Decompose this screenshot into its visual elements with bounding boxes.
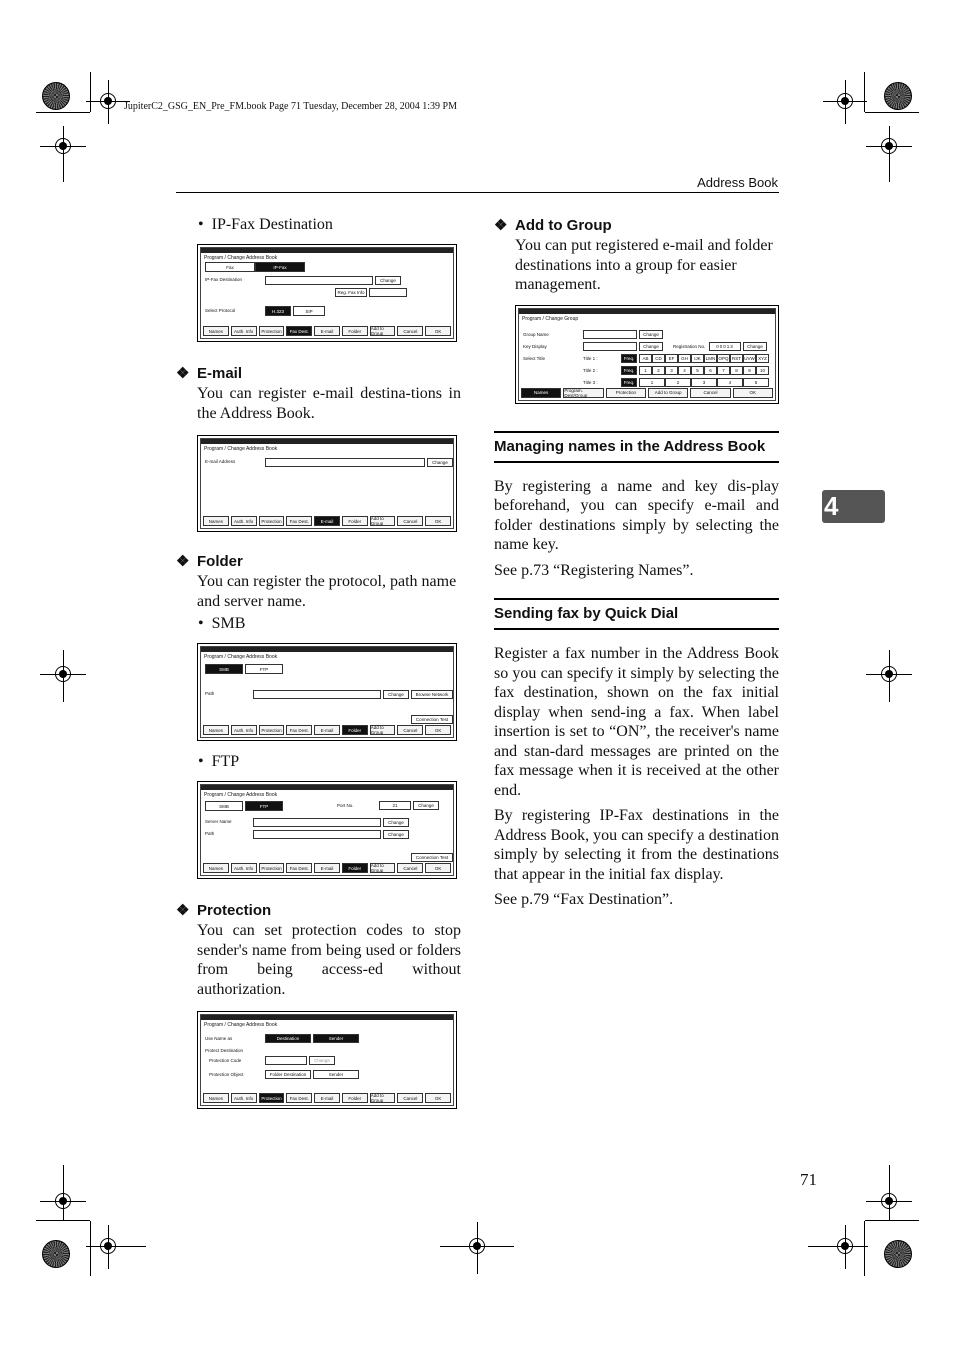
sec1-text: By registering a name and key dis-play beforehand, you can specify e-mail and folder destinations simply by selecting the name key. (494, 477, 779, 553)
left-column (176, 216, 461, 1109)
running-head: Address Book (697, 175, 778, 190)
sec2-text-1: Register a fax number in the Address Book so you can specify it simply by selecting the fax destination, shown on the fax initial display when send-ing a fax. When label insertion is set to “ON”, the receiver's name and stan-dard messages are printed on the fax message when it is received at the other end. (494, 645, 779, 799)
title-key: AB (639, 354, 652, 363)
screen-smb: Program / Change Address Book SMB FTP Path Change Browse Network Connection Test Names Auth. Info Protection Fax Dest. E-mail Folder Add to Group Cancel OK (197, 643, 457, 741)
group-text: You can put registered e-mail and folder destinations into a group for easier management. (515, 237, 773, 293)
folder-text: You can register the protocol, path name and server name. (197, 573, 457, 610)
screen-group: Program / Change Group Group Name Change Key Display Change Registration No. 00013 Change Select Title Title 1 : Freq. AB CD EF GH IJK LMN OPQ RST UVW XYZ Title 2 : Freq. 1 2 3 4 5 6 7 8 9 10 Title 3 : Freq. 1 2 3 4 5 Names Program. Dest/Group Protection Add to Group Cancel OK (515, 305, 779, 404)
heading-folder: ❖ Folder (176, 552, 243, 570)
title-key: CD (652, 354, 665, 363)
title-key: 10 (756, 366, 769, 375)
title-key: 2 (652, 366, 665, 375)
file-meta: JupiterC2_GSG_EN_Pre_FM.book Page 71 Tuesday, December 28, 2004 1:39 PM (124, 101, 457, 112)
title-key: 5 (743, 378, 769, 387)
diamond-icon: ❖ (494, 217, 508, 234)
sec2-text-2: By registering IP-Fax destinations in the Address Book, you can specify a destination simply by selecting it from the destinations that appear in the initial fax display. (494, 807, 779, 883)
title-key: 8 (730, 366, 743, 375)
bullet-ipfax: • IP-Fax Destination (198, 216, 333, 233)
screen-email: Program / Change Address Book E-mail Address Change Names Auth. Info Protection Fax Dest. E-mail Folder Add to Group Cancel OK (197, 435, 457, 532)
title-key: GH (678, 354, 691, 363)
diamond-icon: ❖ (176, 902, 190, 919)
screen-ftp: Program / Change Address Book SMB FTP Port No. 21 Change Server Name Change Path Change Connection Test Names Auth. Info Protection Fax Dest. E-mail Folder Add to Group Cancel OK (197, 781, 457, 879)
registration-sun-icon (42, 82, 70, 110)
heading-email: ❖ E-mail (176, 364, 243, 382)
screen-protection: Program / Change Address Book Use Name as Destination Sender Protect Destination Protection Code Change Protection Object Folder Destination Sender Names Auth. Info Protection Fax Dest. E-mail Folder Add to Group Cancel OK (197, 1011, 457, 1109)
title-key: OPQ (718, 355, 729, 361)
title-key: IJK (691, 354, 704, 363)
section-title-managing-names: Managing names in the Address Book (494, 431, 779, 463)
right-column (494, 216, 779, 916)
bullet-ftp: • FTP (198, 753, 240, 770)
title-key: XYZ (756, 354, 769, 363)
title-key: LMN (705, 355, 716, 361)
title-key: 3 (665, 366, 678, 375)
title-key: 3 (691, 378, 717, 387)
title-key: 5 (691, 366, 704, 375)
title-key: 1 (639, 378, 665, 387)
heading-add-to-group: ❖ Add to Group (494, 216, 612, 234)
diamond-icon: ❖ (176, 553, 190, 570)
page-number: 71 (800, 1170, 817, 1189)
registration-sun-icon (42, 1240, 70, 1268)
sec2-reference: See p.79 “Fax Destination”. (494, 891, 674, 908)
title-key: 7 (717, 366, 730, 375)
email-text: You can register e-mail destina-tions in the Address Book. (197, 385, 461, 422)
title-key: 2 (665, 378, 691, 387)
screen-footer-tabs: Names Auth. Info Protection Fax Dest. E-mail Folder Add to Group Cancel OK (203, 326, 451, 336)
protection-text: You can set protection codes to stop sender's name from being used or folders from being access-ed without authorization. (197, 922, 461, 998)
registration-sun-icon (884, 82, 912, 110)
header-rule (176, 192, 779, 193)
bullet-smb: • SMB (198, 615, 246, 632)
title-key: 1 (639, 366, 652, 375)
title-key: 9 (743, 366, 756, 375)
section-title-quick-dial: Sending fax by Quick Dial (494, 598, 779, 630)
title-key: 4 (678, 366, 691, 375)
title-key: UVW (744, 355, 755, 361)
title-key: 4 (717, 378, 743, 387)
title-key: 6 (704, 366, 717, 375)
registration-sun-icon (884, 1240, 912, 1268)
title-key: RST (732, 355, 741, 361)
title-key: EF (665, 354, 678, 363)
screen-ipfax: Program / Change Address Book Fax IP-Fax IP-Fax Destination Change Reg. Fax Info Select Protocol H.323 SIP Names Auth. Info Protection Fax Dest. E-mail Folder Add to Group Cancel OK (197, 244, 457, 342)
chapter-tab: 4 (822, 490, 885, 523)
heading-protection: ❖ Protection (176, 901, 272, 919)
diamond-icon: ❖ (176, 365, 190, 382)
sec1-reference: See p.73 “Registering Names”. (494, 561, 694, 579)
